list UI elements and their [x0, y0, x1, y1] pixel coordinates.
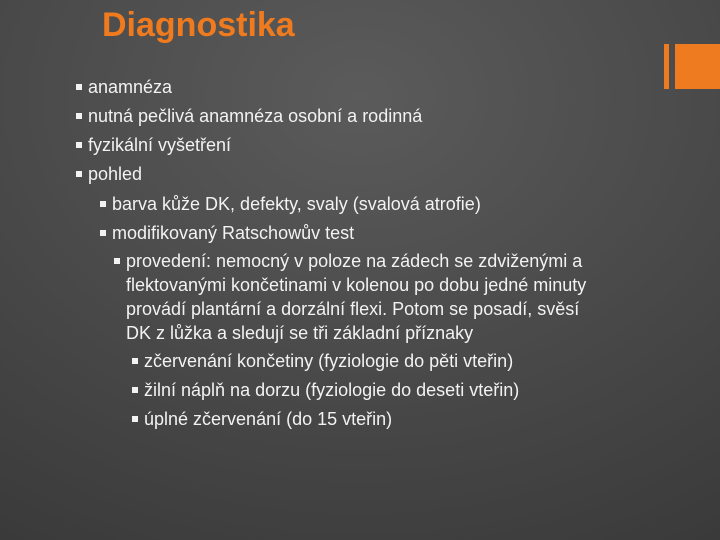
- bullet-inspection: [76, 162, 142, 186]
- square-bullet-icon: [132, 358, 138, 364]
- square-bullet-icon: [132, 387, 138, 393]
- bullet-text: modifikovaný Ratschowův test: [112, 223, 355, 243]
- procedure-line-1: provedení: nemocný v poloze na zádech se zdviženými a: [126, 251, 583, 271]
- bullet-text: nutná pečlivá anamnéza osobní a rodinná: [88, 106, 423, 126]
- bullet-text: fyzikální vyšetření: [88, 135, 232, 155]
- bullet-physical-exam: [76, 133, 231, 157]
- bullet-careful-history: [76, 104, 422, 128]
- procedure-line-3: provádí plantární a dorzální flexi. Potom se posadí, svěsí: [126, 299, 580, 319]
- procedure-line-4: DK z lůžka a sledují se tři základní příznaky: [126, 323, 474, 343]
- bullet-anamneza: [76, 75, 172, 99]
- bullet-text: zčervenání končetiny (fyziologie do pěti vteřin): [144, 351, 514, 371]
- bullet-ratschow-test: [100, 221, 354, 245]
- square-bullet-icon: [76, 84, 82, 90]
- bullet-text: úplné zčervenání (do 15 vteřin): [144, 409, 393, 429]
- bullet-full-redness: [132, 407, 392, 431]
- bullet-skin-color: [100, 192, 481, 216]
- square-bullet-icon: [76, 142, 82, 148]
- slide-title: Diagnostika: [102, 6, 295, 44]
- bullet-redness: [132, 349, 513, 373]
- bullet-text: anamnéza: [88, 77, 173, 97]
- bullet-venous-filling: [132, 378, 519, 402]
- square-bullet-icon: [76, 171, 82, 177]
- bullet-text: barva kůže DK, defekty, svaly (svalová atrofie): [112, 194, 481, 214]
- square-bullet-icon: [114, 258, 120, 264]
- square-bullet-icon: [100, 201, 106, 207]
- bullet-text: žilní náplň na dorzu (fyziologie do deseti vteřin): [144, 380, 520, 400]
- square-bullet-icon: [76, 113, 82, 119]
- square-bullet-icon: [100, 230, 106, 236]
- bullet-text: pohled: [88, 164, 143, 184]
- bullet-procedure: [114, 249, 654, 345]
- procedure-line-2: flektovanými končetinami v kolenou po dobu jedné minuty: [126, 275, 587, 295]
- square-bullet-icon: [132, 416, 138, 422]
